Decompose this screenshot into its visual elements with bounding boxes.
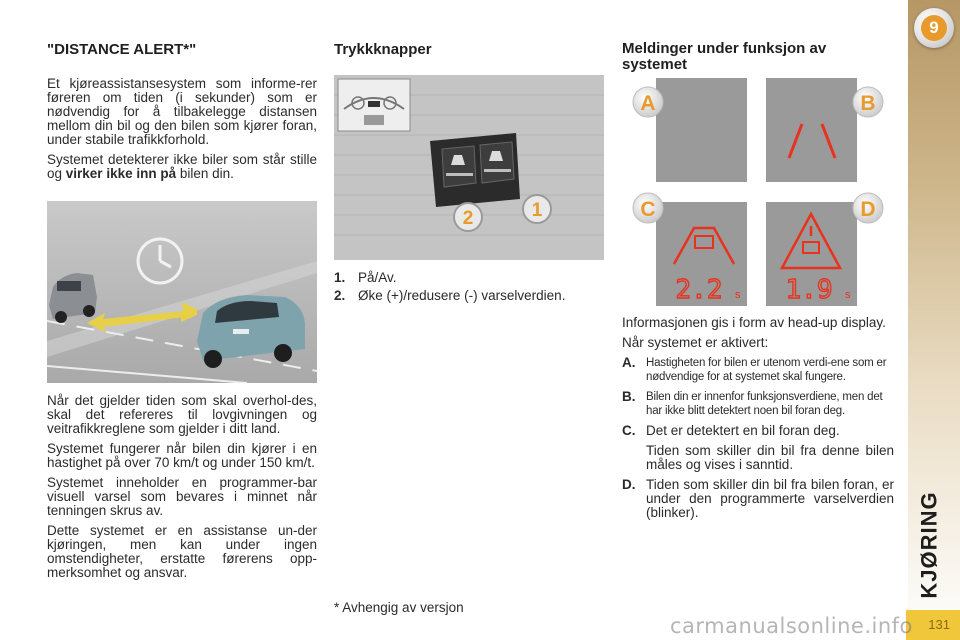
- button-list: [334, 270, 604, 306]
- panel-label: B: [860, 92, 876, 115]
- watermark: carmanualsonline.info: [670, 614, 913, 638]
- hud-readout: 1.9: [785, 275, 833, 305]
- section-title-distance-alert: "DISTANCE ALERT*": [47, 41, 197, 58]
- list-item: C. Det er detektert en bil foran deg.: [622, 423, 840, 438]
- when-active: Når systemet er aktivert:: [622, 335, 769, 350]
- hud-unit: s: [735, 289, 741, 301]
- panel-b: [766, 78, 883, 182]
- panel-label: D: [860, 198, 876, 221]
- distance-illustration: [47, 201, 317, 383]
- intro-text: [47, 77, 317, 187]
- section-title-messages: Meldinger under funksjon av systemet: [622, 40, 827, 73]
- callout-number: 1: [531, 200, 543, 221]
- list-item: 2. Øke (+)/redusere (-) varselverdien.: [334, 288, 566, 303]
- body-paragraph: Systemet inneholder en programmer-bar visuell varsel som bevares i minnet når tenningen skrus av.: [47, 475, 317, 518]
- c-extra: Tiden som skiller din bil fra denne bilen måles og vises i sanntid.: [646, 443, 894, 472]
- page-number: 131: [906, 610, 960, 640]
- callout-badge-2: [454, 203, 482, 231]
- hud-readout: 2.2: [675, 275, 723, 305]
- panel-c: [633, 193, 747, 306]
- list-item: B. Bilen din er innenfor funksjonsverdiene, men det har ikke blitt detektert noen bil foran deg.: [622, 389, 883, 417]
- dashboard-inset-icon: [338, 79, 410, 131]
- panel-label: A: [640, 92, 656, 115]
- button-2-icon: [442, 146, 476, 187]
- detect-paragraph: Systemet detekterer ikke biler som står stille og virker ikke inn på bilen din.: [47, 152, 317, 181]
- chapter-title: [910, 490, 950, 600]
- callout-number: 2: [462, 208, 474, 229]
- chapter-number: 9: [921, 15, 947, 41]
- chapter-number-badge: [914, 8, 954, 48]
- hud-intro: Informasjonen gis i form av head-up display.: [622, 315, 886, 330]
- callout-badge-1: [523, 195, 551, 223]
- hud-panels-illustration: [632, 76, 892, 310]
- list-item: A. Hastigheten for bilen er utenom verdi-ene som er nødvendige for at systemet skal fungere.: [622, 355, 887, 383]
- intro-paragraph: Et kjøreassistansesystem som informe-rer føreren om tiden (i sekunder) som er nødvendig for å tilbakelegge distansen mellom din bil og den bilen som kjører foran, under stabile trafikkforhold.: [47, 76, 317, 147]
- buttons-illustration: [334, 75, 604, 260]
- panel-a: [633, 78, 747, 182]
- footnote: * Avhengig av versjon: [334, 600, 464, 615]
- body-text: [47, 394, 317, 586]
- hud-unit: s: [845, 289, 851, 301]
- messages-text: [622, 316, 894, 526]
- body-paragraph: Systemet fungerer når bilen din kjører i en hastighet på over 70 km/t og under 150 km/t.: [47, 441, 317, 470]
- panel-label: C: [640, 198, 656, 221]
- button-1-icon: [480, 142, 514, 183]
- body-paragraph: Når det gjelder tiden som skal overhol-des, skal det refereres til lovgivningen og veitrafikkreglene som gjelder i ditt land.: [47, 393, 317, 436]
- panel-d: [766, 193, 883, 306]
- body-paragraph: Dette systemet er en assistanse un-der kjøringen, men kan under ingen omstendigheter, erstatte førerens opp-merksomhet og ansvar.: [47, 523, 317, 580]
- list-item: 1. På/Av.: [334, 270, 397, 285]
- list-item: D. Tiden som skiller din bil fra bilen foran, er under den programmerte varselverdien (blinker).: [622, 477, 894, 520]
- chapter-title-text: KJØRING: [917, 491, 942, 599]
- section-title-buttons: Trykkknapper: [334, 41, 432, 58]
